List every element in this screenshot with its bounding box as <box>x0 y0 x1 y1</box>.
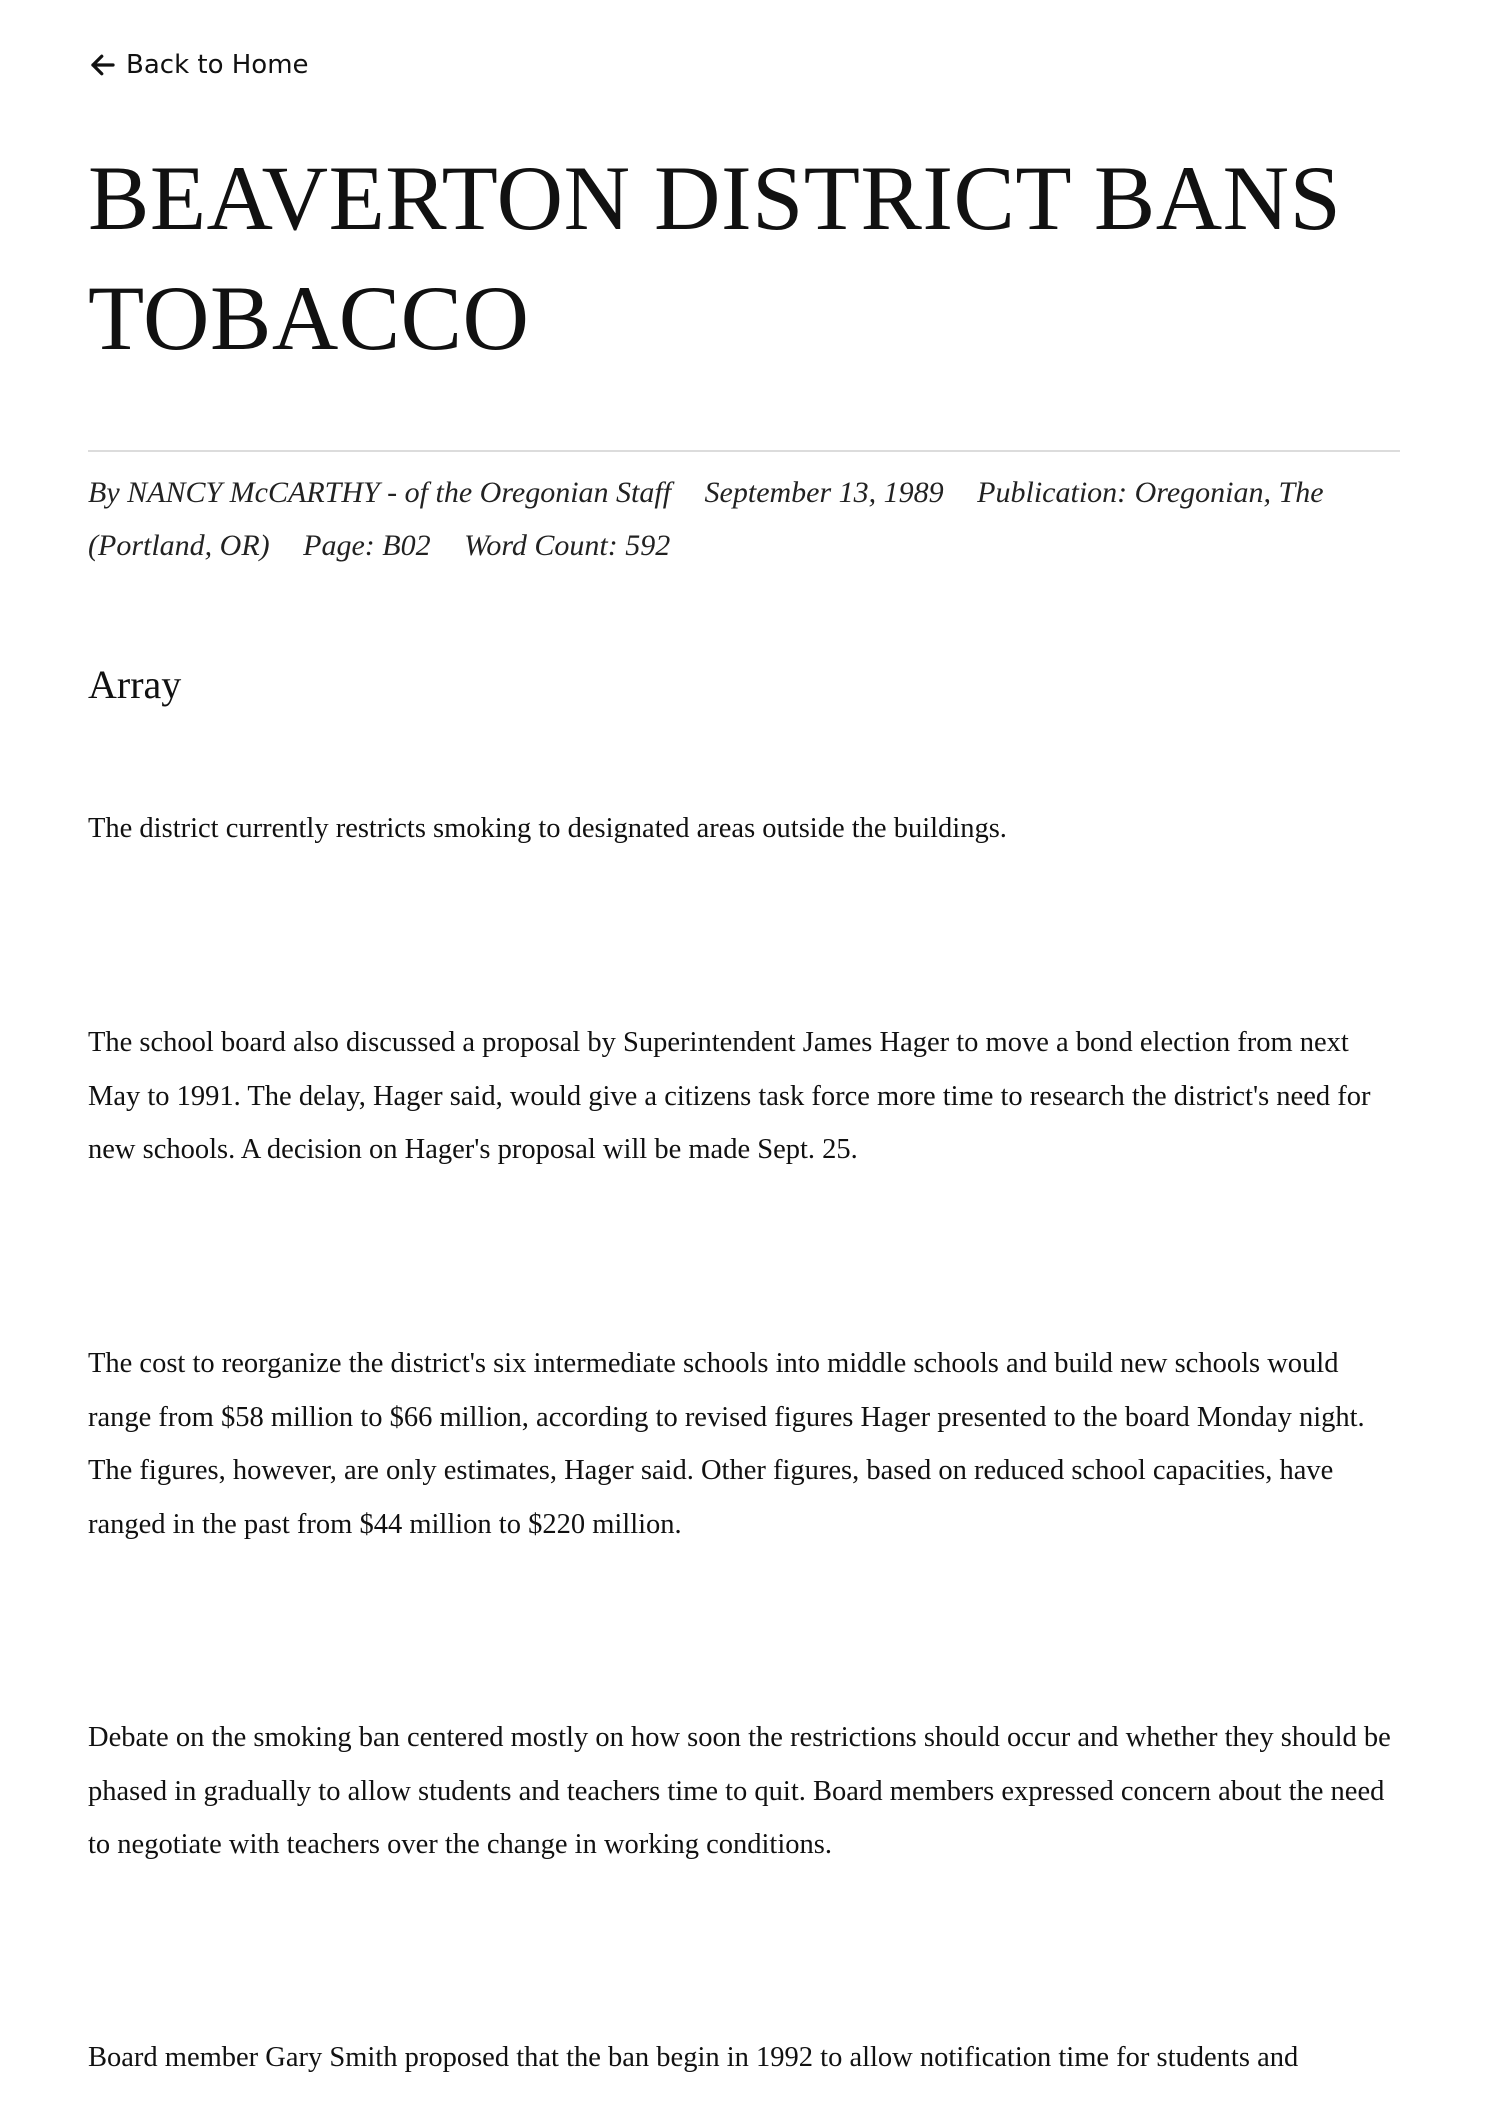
back-to-home-label: Back to Home <box>126 50 309 80</box>
byline-publication: Publication: Oregonian, The (Portland, OR) <box>88 476 1324 562</box>
arrow-left-icon <box>88 50 118 80</box>
header-divider <box>88 450 1400 452</box>
article-paragraph: Board member Gary Smith proposed that the ban begin in 1992 to allow notification time for students and <box>88 2042 1299 2073</box>
article-paragraph: The district currently restricts smoking to designated areas outside the buildings. <box>88 813 1007 844</box>
section-label: Array <box>88 662 182 707</box>
byline-date: September 13, 1989 <box>704 476 944 509</box>
article-byline <box>88 466 1400 572</box>
back-to-home-link[interactable] <box>88 50 309 80</box>
article-paragraph: Debate on the smoking ban centered mostly on how soon the restrictions should occur and whether they should be phased in gradually to allow students and teachers time to quit. Board members expressed concern about the need to negotiate with teachers over the change in working conditions. <box>88 1722 1391 1860</box>
article-paragraph: The school board also discussed a proposal by Superintendent James Hager to move a bond election from next May to 1991. The delay, Hager said, would give a citizens task force more time to research the district's need for new schools. A decision on Hager's proposal will be made Sept. 25. <box>88 1027 1371 1165</box>
byline-author: By NANCY McCARTHY - of the Oregonian Staff <box>88 476 672 509</box>
byline-page: Page: B02 <box>303 529 431 562</box>
byline-word-count: Word Count: 592 <box>464 529 671 562</box>
article-paragraph: The cost to reorganize the district's six intermediate schools into middle schools and build new schools would range from $58 million to $66 million, according to revised figures Hager presented to the board Monday night. The figures, however, are only estimates, Hager said. Other figures, based on reduced school capacities, have ranged in the past from $44 million to $220 million. <box>88 1348 1365 1540</box>
article-title: BEAVERTON DISTRICT BANS TOBACCO <box>88 147 1342 369</box>
